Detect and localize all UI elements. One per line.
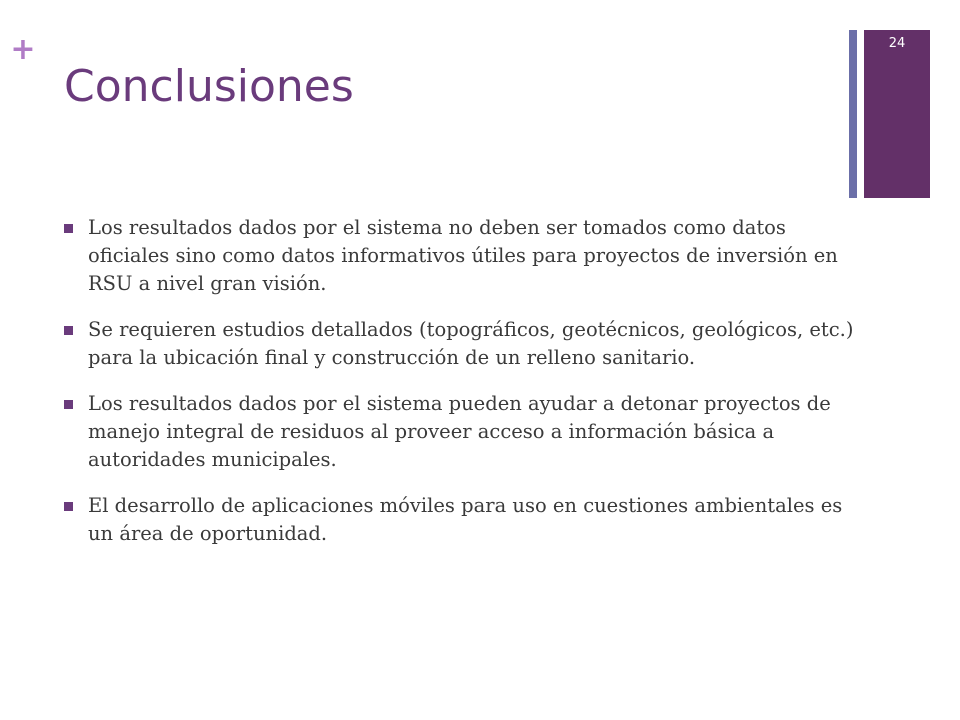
- square-bullet-icon: [64, 224, 73, 233]
- bullet-text: Se requieren estudios detallados (topográficos, geotécnicos, geológicos, etc.) para la ubicación final y construcción de un relleno sanitario.: [88, 318, 854, 369]
- bullet-text: Los resultados dados por el sistema no deben ser tomados como datos oficiales sino como datos informativos útiles para proyectos de inversión en RSU a nivel gran visión.: [88, 216, 838, 295]
- bullet-item: [64, 492, 854, 548]
- bullet-list: [64, 214, 854, 566]
- slide-number-bar: [864, 30, 930, 198]
- bullet-item: [64, 390, 854, 474]
- bullet-item: [64, 214, 854, 298]
- bullet-text: El desarrollo de aplicaciones móviles para uso en cuestiones ambientales es un área de oportunidad.: [88, 494, 843, 545]
- square-bullet-icon: [64, 400, 73, 409]
- accent-stripe: [849, 30, 857, 198]
- square-bullet-icon: [64, 326, 73, 335]
- slide-title: Conclusiones: [64, 61, 354, 112]
- square-bullet-icon: [64, 502, 73, 511]
- bullet-text: Los resultados dados por el sistema pueden ayudar a detonar proyectos de manejo integral de residuos al proveer acceso a información básica a autoridades municipales.: [88, 392, 831, 471]
- slide-number: 24: [888, 36, 906, 51]
- bullet-item: [64, 316, 854, 372]
- plus-icon: +: [10, 32, 36, 67]
